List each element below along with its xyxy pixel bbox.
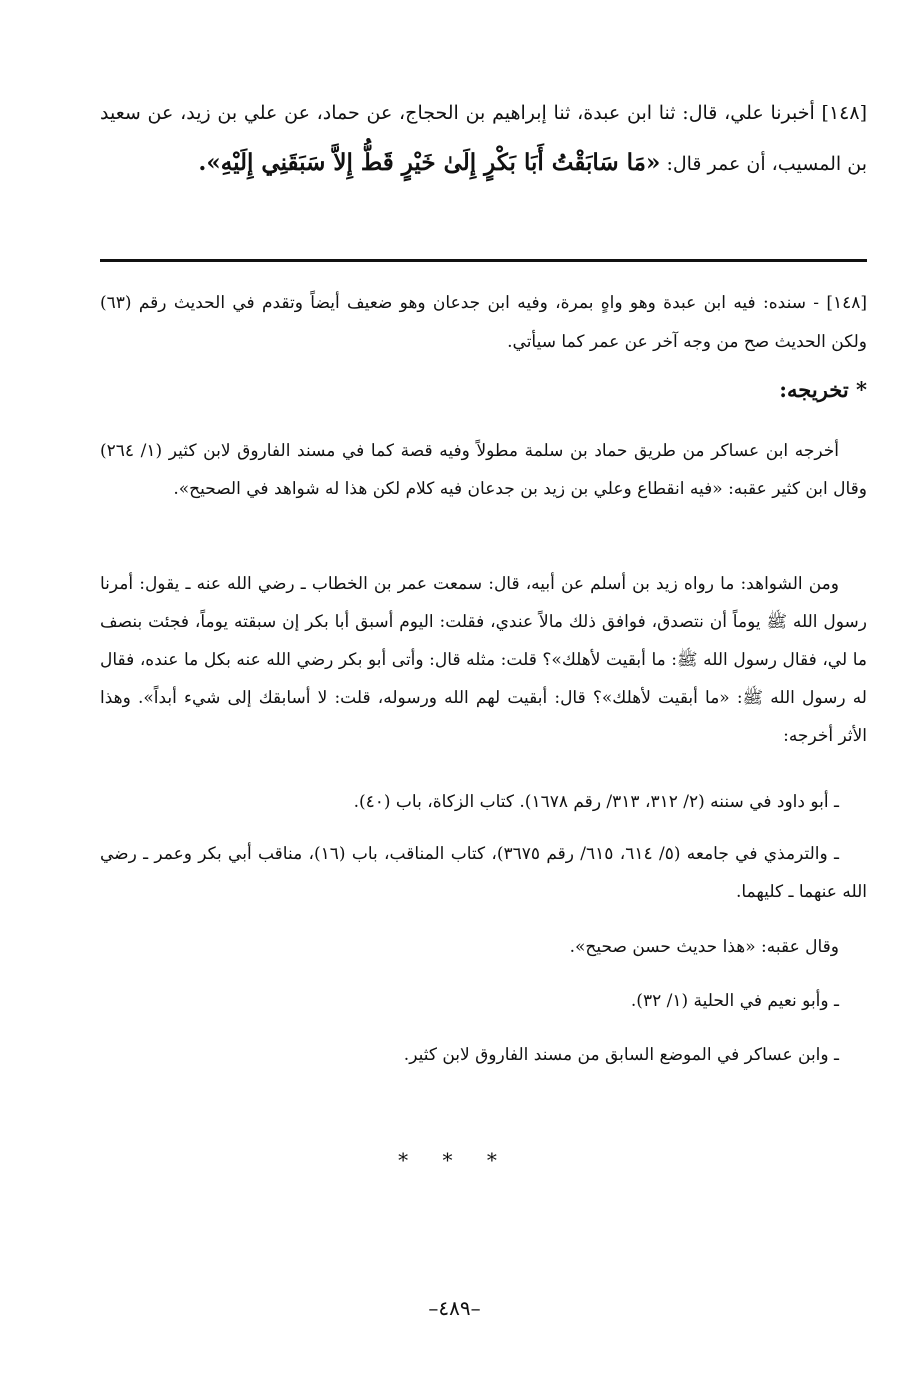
page-number: –٤٨٩– (428, 1296, 481, 1320)
takhrij-item-abu-nuaym: ـ وأبو نعيم في الحلية (١/ ٣٢). (630, 991, 839, 1011)
hadith-148-text (100, 88, 867, 189)
takhrij-paragraph-1: أخرجه ابن عساكر من طريق حماد بن سلمة مطولاً وفيه قصة كما في مسند الفاروق لابن كثير (١/ ٢٦٤) وقال ابن كثير عقبه: «فيه انقطاع وعلي بن زيد بن جدعان فيه كلام لكن هذا له شواهد في الصحيح». (100, 441, 867, 499)
footnote-separator-line (100, 259, 867, 262)
section-end-ornament: * * * (398, 1148, 511, 1172)
takhrij-item-tirmidhi: ـ والترمذي في جامعه (٥/ ٦١٤، ٦١٥/ رقم ٣٦٧٥)، كتاب المناقب، باب (١٦)، مناقب أبي بكر وعمر ـ رضي الله عنهما ـ كليهما. (100, 844, 867, 902)
tirmidhi-grading: وقال عقبه: «هذا حديث حسن صحيح». (569, 937, 839, 957)
hadith-isnad: [١٤٨] أخبرنا علي، قال: ثنا ابن عبدة، ثنا إبراهيم بن الحجاج، عن حماد، عن علي بن زيد، عن سعيد بن المسيب، أن عمر قال: (100, 102, 867, 175)
shawahid-paragraph: ومن الشواهد: ما رواه زيد بن أسلم عن أبيه، قال: سمعت عمر بن الخطاب ـ رضي الله عنه ـ يقول: أمرنا رسول الله ﷺ يوماً أن نتصدق، فوافق ذلك مالاً عندي، فقلت: اليوم أسبق أبا بكر إن سبقته يوماً، فجئت بنصف ما لي، فقال رسول الله ﷺ: ما أبقيت لأهلك»؟ قلت: مثله قال: وأتى أبو بكر رضي الله عنه بكل ما عنده، فقال له رسول الله ﷺ: «ما أبقيت لأهلك»؟ قال: أبقيت لهم الله ورسوله، قلت: لا أسابقك إلى شيء أبداً». وهذا الأثر أخرجه: (100, 574, 867, 746)
takhrij-item-ibn-asakir: ـ وابن عساكر في الموضع السابق من مسند الفاروق لابن كثير. (403, 1045, 839, 1065)
takhrij-item-abu-dawud: ـ أبو داود في سننه (٢/ ٣١٢، ٣١٣/ رقم ١٦٧٨). كتاب الزكاة، باب (٤٠). (353, 792, 839, 812)
takhrij-heading: * تخريجه: (779, 377, 867, 402)
sanad-note: [١٤٨] - سنده: فيه ابن عبدة وهو واهٍ بمرة، وفيه ابن جدعان وهو ضعيف أيضاً وتقدم في الحديث رقم (٦٣) ولكن الحديث صح من وجه آخر عن عمر كما سيأتي. (100, 293, 867, 352)
hadith-matn: «مَا سَابَقْتُ أَبَا بَكْرٍ إِلَىٰ خَيْرٍ قَطُّ إِلاَّ سَبَقَنِي إِلَيْهِ». (198, 149, 661, 176)
